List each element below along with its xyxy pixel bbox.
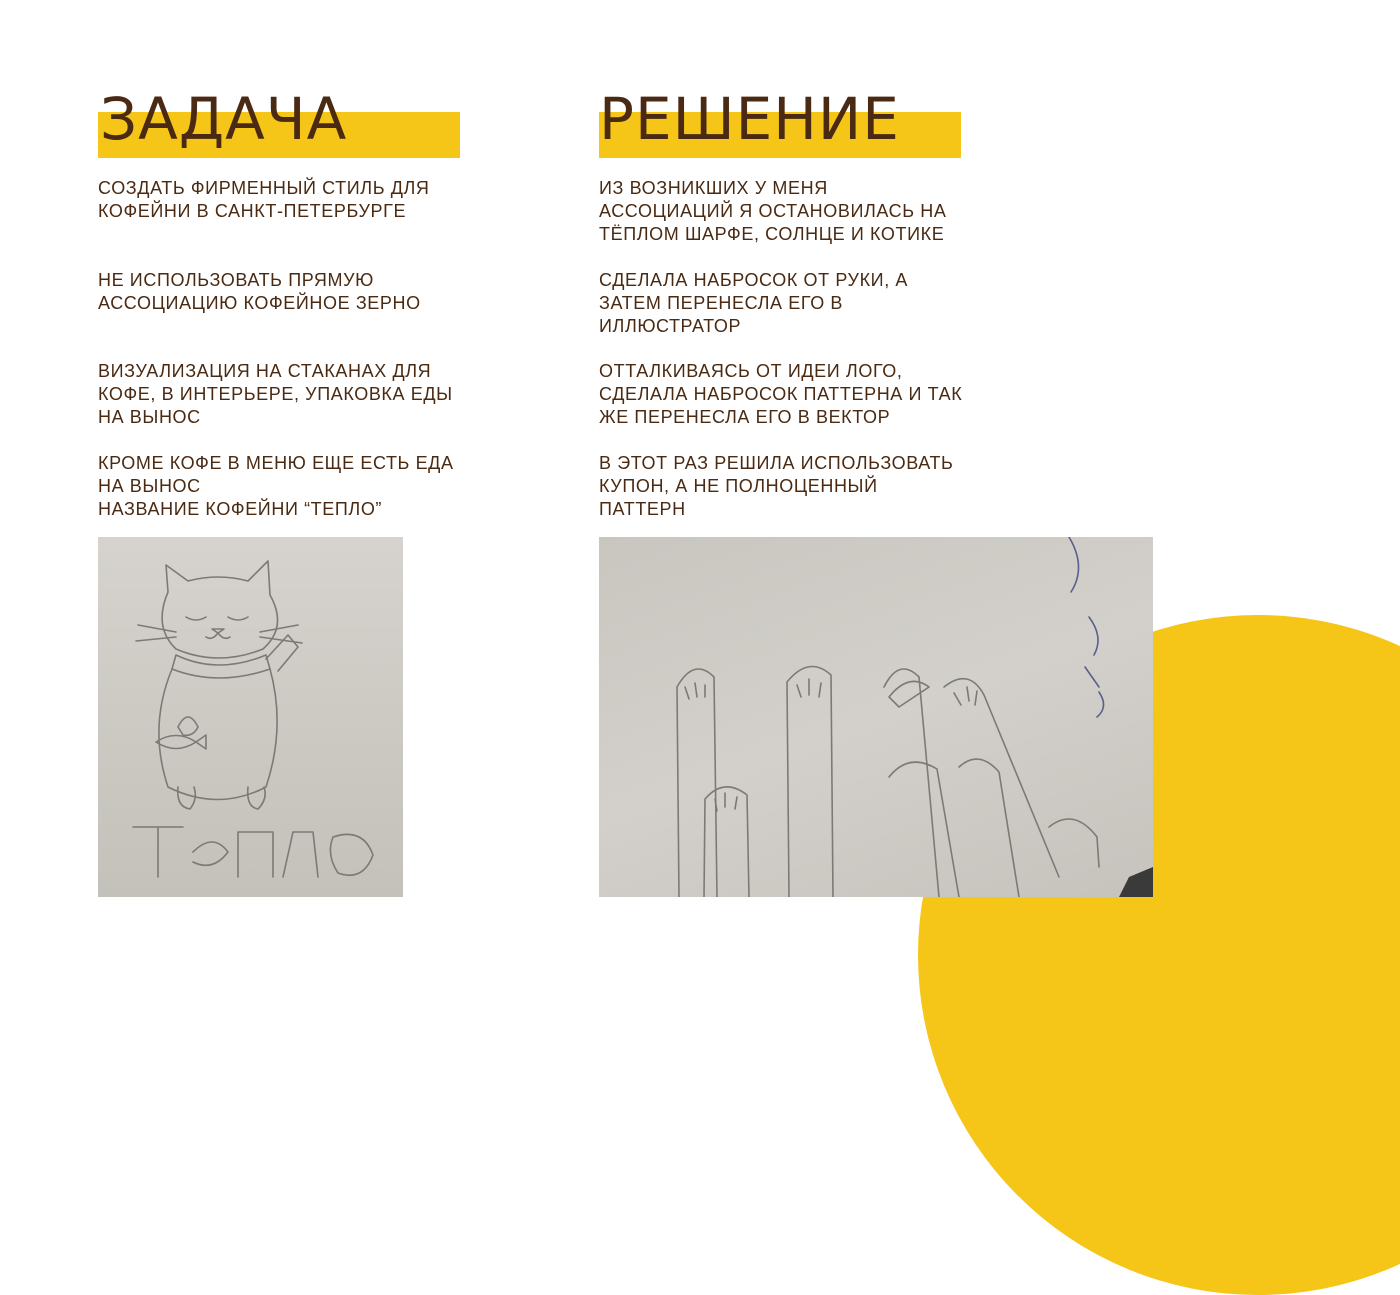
pattern-sketch-drawing: [599, 537, 1153, 897]
task-heading-text: ЗАДАЧА: [100, 85, 348, 153]
task-paragraph-1: СОЗДАТЬ ФИРМЕННЫЙ СТИЛЬ ДЛЯ КОФЕЙНИ В САНКТ-ПЕТЕРБУРГЕ: [98, 178, 430, 221]
solution-paragraph-2: СДЕЛАЛА НАБРОСОК ОТ РУКИ, А ЗАТЕМ ПЕРЕНЕСЛА ЕГО В ИЛЛЮСТРАТОР: [599, 270, 909, 336]
cat-sketch-drawing: [98, 537, 403, 897]
task-paragraph-4: КРОМЕ КОФЕ В МЕНЮ ЕЩЕ ЕСТЬ ЕДА НА ВЫНОС НАЗВАНИЕ КОФЕЙНИ “ТЕПЛО”: [98, 453, 454, 519]
task-heading: [98, 85, 518, 160]
pattern-sketch-photo: [599, 537, 1153, 897]
solution-paragraph-4: В ЭТОТ РАЗ РЕШИЛА ИСПОЛЬЗОВАТЬ КУПОН, А НЕ ПОЛНОЦЕННЫЙ ПАТТЕРН: [599, 453, 954, 519]
solution-paragraph-3: ОТТАЛКИВАЯСЬ ОТ ИДЕИ ЛОГО, СДЕЛАЛА НАБРОСОК ПАТТЕРНА И ТАК ЖЕ ПЕРЕНЕСЛА ЕГО В ВЕКТОР: [599, 361, 963, 427]
solution-column: [599, 85, 1039, 519]
task-column: [98, 85, 518, 519]
cat-logo-sketch-photo: [98, 537, 403, 897]
task-paragraph-3: ВИЗУАЛИЗАЦИЯ НА СТАКАНАХ ДЛЯ КОФЕ, В ИНТЕРЬЕРЕ, УПАКОВКА ЕДЫ НА ВЫНОС: [98, 361, 453, 427]
solution-heading: [599, 85, 1039, 160]
task-paragraph-2: НЕ ИСПОЛЬЗОВАТЬ ПРЯМУЮ АССОЦИАЦИЮ КОФЕЙНОЕ ЗЕРНО: [98, 270, 421, 313]
solution-paragraph-1: ИЗ ВОЗНИКШИХ У МЕНЯ АССОЦИАЦИЙ Я ОСТАНОВИЛАСЬ НА ТЁПЛОМ ШАРФЕ, СОЛНЦЕ И КОТИКЕ: [599, 178, 947, 244]
solution-heading-text: РЕШЕНИЕ: [599, 85, 900, 153]
